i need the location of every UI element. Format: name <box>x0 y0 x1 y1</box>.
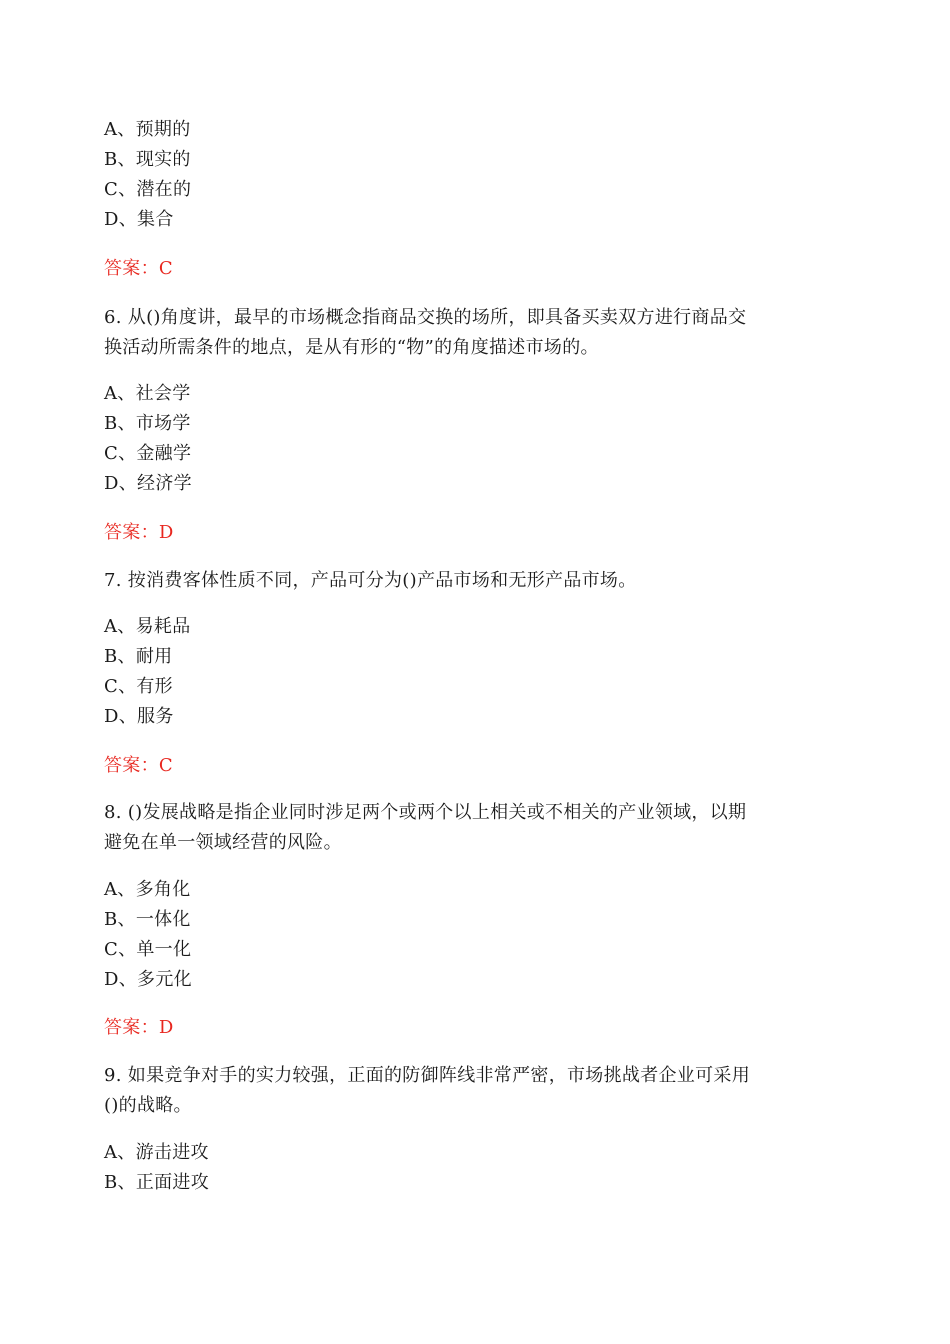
question-6-option-a: A、社会学 <box>104 383 191 404</box>
question-8-option-b: B、一体化 <box>104 909 191 930</box>
question-7-answer: 答案：C <box>104 755 173 776</box>
question-6-option-c: C、金融学 <box>104 443 192 464</box>
question-6-option-b: B、市场学 <box>104 413 191 434</box>
question-6-answer: 答案：D <box>104 522 174 543</box>
question-6-line-1: 6. 从()角度讲，最早的市场概念指商品交换的场所，即具备买卖双方进行商品交 <box>104 307 747 328</box>
question-7-option-b: B、耐用 <box>104 646 173 667</box>
question-7-line-1: 7. 按消费客体性质不同，产品可分为()产品市场和无形产品市场。 <box>104 570 637 591</box>
question-8-line-2: 避免在单一领域经营的风险。 <box>104 832 342 853</box>
option-a: A、预期的 <box>104 119 191 140</box>
option-d: D、集合 <box>104 209 174 230</box>
question-7-option-d: D、服务 <box>104 706 174 727</box>
question-8-option-c: C、单一化 <box>104 939 192 960</box>
question-9-option-a: A、游击进攻 <box>104 1142 209 1163</box>
question-9-option-b: B、正面进攻 <box>104 1172 210 1193</box>
question-8-answer: 答案：D <box>104 1017 174 1038</box>
question-8-option-a: A、多角化 <box>104 879 191 900</box>
answer: 答案：C <box>104 258 173 279</box>
question-7-option-c: C、有形 <box>104 676 173 697</box>
question-9-line-2: ()的战略。 <box>104 1095 192 1116</box>
question-8-line-1: 8. ()发展战略是指企业同时涉足两个或两个以上相关或不相关的产业领域，以期 <box>104 802 747 823</box>
question-9-line-1: 9. 如果竞争对手的实力较强，正面的防御阵线非常严密，市场挑战者企业可采用 <box>104 1065 750 1086</box>
question-8-option-d: D、多元化 <box>104 969 192 990</box>
question-6-option-d: D、经济学 <box>104 473 192 494</box>
option-b: B、现实的 <box>104 149 191 170</box>
option-c: C、潜在的 <box>104 179 192 200</box>
question-6-line-2: 换活动所需条件的地点，是从有形的“物”的角度描述市场的。 <box>104 337 599 358</box>
question-7-option-a: A、易耗品 <box>104 616 191 637</box>
